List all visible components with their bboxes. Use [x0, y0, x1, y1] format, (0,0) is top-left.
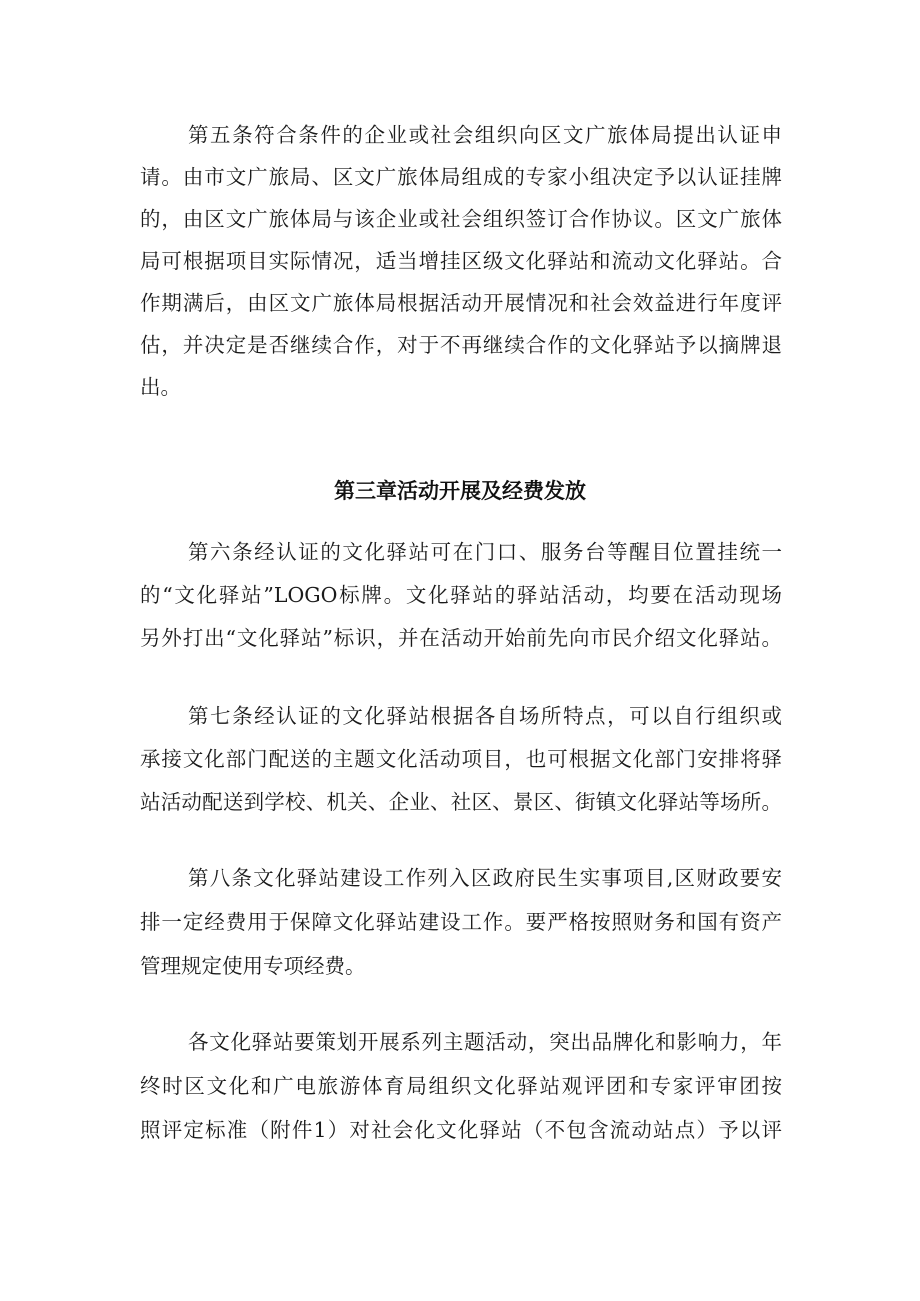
article-8-line-1: 第八条文化驿站建设工作列入区政府民生实事项目,区财政要安	[188, 866, 782, 890]
chapter-3-heading: 第三章活动开展及经费发放	[334, 479, 586, 503]
article-6-line-3: 另外打出“文化驿站”标识，并在活动开始前先向市民介绍文化驿站。	[140, 626, 782, 650]
article-5-line-6: 估，并决定是否继续合作，对于不再继续合作的文化驿站予以摘牌退	[140, 333, 782, 357]
article-6-line-1: 第六条经认证的文化驿站可在门口、服务台等醒目位置挂统一	[188, 540, 782, 564]
article-5-line-7: 出。	[140, 375, 181, 399]
article-5-line-1: 第五条符合条件的企业或社会组织向区文广旅体局提出认证申	[188, 123, 782, 147]
events-line-2: 终时区文化和广电旅游体育局组织文化驿站观评团和专家评审团按	[140, 1074, 782, 1098]
article-5-line-5: 作期满后，由区文广旅体局根据活动开展情况和社会效益进行年度评	[140, 291, 782, 315]
events-line-1: 各文化驿站要策划开展系列主题活动，突出品牌化和影响力，年	[188, 1030, 782, 1054]
article-6-line-2: 的“文化驿站”LOGO标牌。文化驿站的驿站活动，均要在活动现场	[140, 583, 782, 607]
article-7-line-2: 承接文化部门配送的主题文化活动项目，也可根据文化部门安排将驿	[140, 747, 782, 771]
article-8-line-3: 管理规定使用专项经费。	[140, 954, 366, 978]
article-7-line-1: 第七条经认证的文化驿站根据各自场所特点，可以自行组织或	[188, 704, 782, 728]
article-5-line-4: 局可根据项目实际情况，适当增挂区级文化驿站和流动文化驿站。合	[140, 249, 782, 273]
events-line-3: 照评定标准（附件1）对社会化文化驿站（不包含流动站点）予以评	[140, 1118, 782, 1142]
article-5-line-2: 请。由市文广旅局、区文广旅体局组成的专家小组决定予以认证挂牌	[140, 165, 782, 189]
article-5-line-3: 的，由区文广旅体局与该企业或社会组织签订合作协议。区文广旅体	[140, 207, 782, 231]
article-8-line-2: 排一定经费用于保障文化驿站建设工作。要严格按照财务和国有资产	[140, 910, 782, 934]
article-7-line-3: 站活动配送到学校、机关、企业、社区、景区、街镇文化驿站等场所。	[140, 790, 782, 814]
